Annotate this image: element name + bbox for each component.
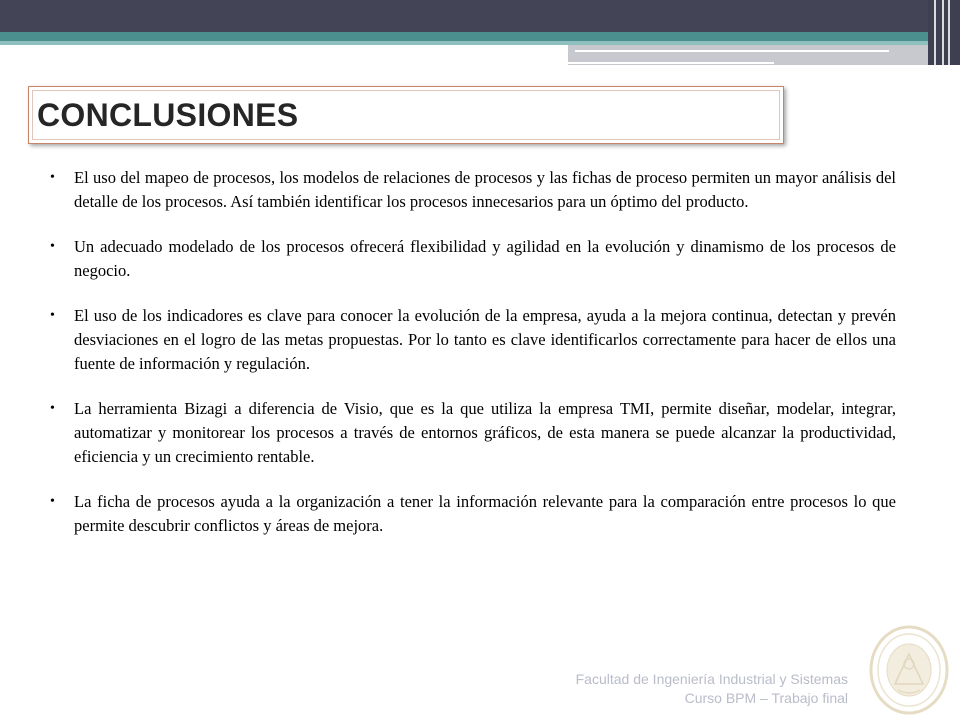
bullet-list bbox=[48, 166, 896, 538]
strip-line bbox=[934, 0, 936, 65]
bullet-icon: • bbox=[50, 170, 55, 185]
bullet-item bbox=[48, 304, 896, 376]
strip-line bbox=[942, 0, 944, 65]
bullet-item bbox=[48, 490, 896, 538]
bullet-item bbox=[48, 397, 896, 469]
bullet-icon: • bbox=[50, 239, 55, 254]
slide-title: CONCLUSIONES bbox=[37, 97, 299, 133]
footer-line-faculty: Facultad de Ingeniería Industrial y Sistemas bbox=[575, 671, 848, 687]
bullet-text: La herramienta Bizagi a diferencia de Visio, que es la que utiliza la empresa TMI, permite diseñar, modelar, integrar, automatizar y monitorear los procesos a través de entornos gráficos, de esta manera se puede alcanzar la productividad, eficiencia y un crecimiento rentable. bbox=[74, 399, 896, 466]
footer bbox=[576, 670, 848, 708]
bullet-text: El uso de los indicadores es clave para conocer la evolución de la empresa, ayuda a la mejora continua, detectan y prevén desviaciones en el logro de las metas propuestas. Por lo tanto es clave identificarlos correctamente para hacer de ellos una fuente de información y regulación. bbox=[74, 306, 896, 373]
bullet-icon: • bbox=[50, 401, 55, 416]
bullet-text: La ficha de procesos ayuda a la organización a tener la información relevante para la comparación entre procesos lo que permite descubrir conflictos y áreas de mejora. bbox=[74, 492, 896, 535]
bullet-icon: • bbox=[50, 494, 55, 509]
university-seal-icon bbox=[868, 624, 950, 716]
header-accent-band bbox=[0, 32, 960, 41]
title-box bbox=[28, 86, 784, 144]
bullet-text: Un adecuado modelado de los procesos ofrecerá flexibilidad y agilidad en la evolución y dinamismo de los procesos de negocio. bbox=[74, 237, 896, 280]
bullet-icon: • bbox=[50, 308, 55, 323]
header-stripe bbox=[568, 62, 774, 64]
slide-content bbox=[48, 166, 896, 559]
header-right-strip bbox=[928, 0, 960, 65]
header-stripe bbox=[575, 50, 889, 52]
header-bar bbox=[0, 0, 960, 32]
bullet-text: El uso del mapeo de procesos, los modelos de relaciones de procesos y las fichas de proceso permiten un mayor análisis del detalle de los procesos. Así también identificar los procesos innecesarios para un óptimo del producto. bbox=[74, 168, 896, 211]
bullet-item bbox=[48, 235, 896, 283]
strip-line bbox=[948, 0, 950, 65]
bullet-item bbox=[48, 166, 896, 214]
footer-line-course: Curso BPM – Trabajo final bbox=[684, 690, 848, 706]
